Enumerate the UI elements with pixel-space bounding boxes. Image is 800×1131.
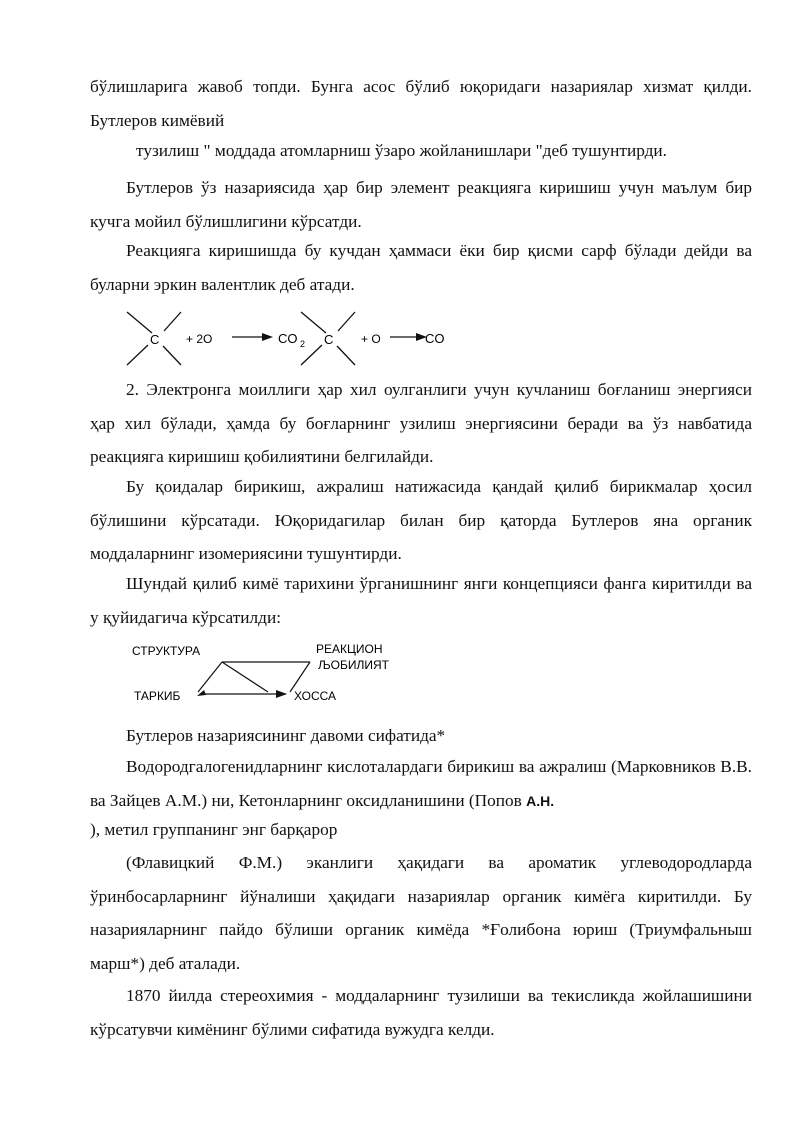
paragraph-5: 2. Электронга моиллиги ҳар хил оулганлиги учун кучланиш боғланиш энергияси ҳар хил бўлади, ҳамда бу боғларнинг узилиш энергиясини беради ва ўз навбатида реакцияга киришиш қобилиятини белгилайди. bbox=[90, 380, 752, 466]
product-label-2: CO bbox=[425, 331, 445, 346]
paragraph-3: Бутлеров ўз назариясида ҳар бир элемент реакцияга киришиш учун маълум бир кучга мойил бўлишлигини кўрсатди. bbox=[90, 178, 752, 231]
product-subscript-1: 2 bbox=[300, 339, 306, 349]
paragraph-9 bbox=[90, 750, 752, 818]
scheme-reactivity-label-2: ЉОБИЛИЯТ bbox=[318, 658, 390, 672]
paragraph-1: бўлишларига жавоб топди. Бунга асос бўлиб юқоридаги назариялар хизмат қилди. Бутлеров кимёвий bbox=[90, 77, 752, 130]
scheme-composition-label: ТАРКИБ bbox=[134, 689, 181, 703]
product-label-1: CO bbox=[278, 331, 298, 346]
paragraph-10: (Флавицкий Ф.М.) эканлиги ҳақидаги ва ароматик углеводородларда ўринбосарларнинг йўналиши ҳақидаги назариялар органик кимёга киритилди. Бу назарияларнинг пайдо бўлиши органик кимёда *Ғолибона юриш (Триумфальныш марш*) деб аталади. bbox=[90, 853, 752, 973]
paragraph-11: 1870 йилда стереохимия - моддаларнинг тузилиши ва текисликда жойлашишини кўрсатувчи кимёнинг бўлими сифатида вужудга келди. bbox=[90, 986, 752, 1039]
carbon-atom-label-1: C bbox=[150, 332, 160, 347]
paragraph-2: тузилиш " моддада атомларниш ўзаро жойланишлари "деб тушунтирди. bbox=[136, 141, 667, 160]
reagent-label-2: + O bbox=[361, 332, 381, 346]
paragraph-7: Шундай қилиб кимё тарихини ўрганишнинг янги концепцияси фанга киритилди ва у қуйидагича кўрсатилди: bbox=[90, 574, 752, 627]
carbon-atom-label-2: C bbox=[324, 332, 334, 347]
paragraph-6: Бу қоидалар бирикиш, ажралиш натижасида қандай қилиб бирикмалар ҳосил бўлишини кўрсатади. Юқоридагилар билан бир қаторда Бутлеров яна органик моддаларнинг изомериясини тушунтирди. bbox=[90, 477, 752, 563]
reagent-label-1: + 2O bbox=[186, 332, 213, 346]
author-initials: А.Н. bbox=[526, 792, 555, 809]
scheme-property-label: ХОССА bbox=[294, 689, 337, 703]
paragraph-4: Реакцияга киришишда бу кучдан ҳаммаси ёки бир қисми сарф бўлади дейди ва буларни эркин валентлик деб атади. bbox=[90, 241, 752, 294]
structure-property-scheme bbox=[124, 638, 424, 710]
paragraph-9-continuation: ), метил группанинг энг барқарор bbox=[90, 820, 338, 839]
paragraph-8: Бутлеров назариясининг давоми сифатида* bbox=[126, 726, 446, 745]
reaction-equations-figure bbox=[118, 303, 458, 375]
paragraph-9-text: Водородгалогенидларнинг кислоталардаги бирикиш ва ажралиш (Марковников В.В. ва Зайцев А.М.) ни, Кетонларнинг оксидланишини (Попов bbox=[90, 757, 752, 810]
scheme-structure-label: СТРУКТУРА bbox=[132, 644, 201, 658]
scheme-reactivity-label-1: РЕАКЦИОН bbox=[316, 642, 383, 656]
